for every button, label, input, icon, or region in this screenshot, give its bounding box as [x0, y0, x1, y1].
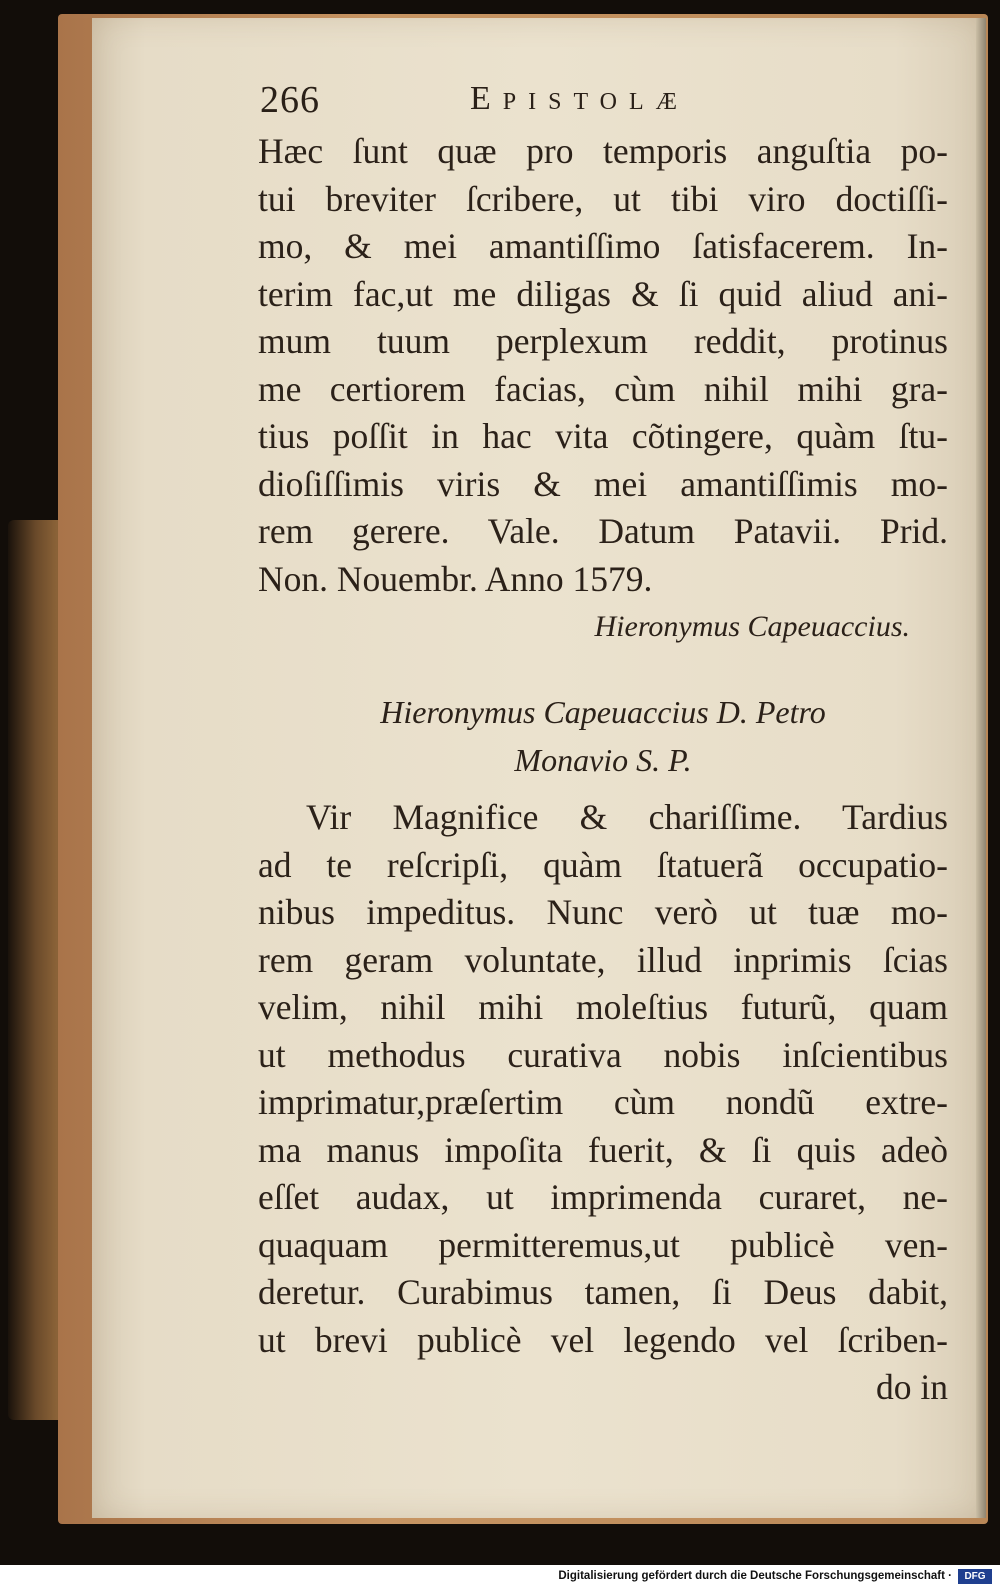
text-line: rem gerere. Vale. Datum Patavii. Prid. [258, 511, 948, 551]
folio-number: 266 [260, 79, 320, 121]
text-line: deretur. Curabimus tamen, ſi Deus dabit, [258, 1272, 948, 1312]
text-line: me certiorem facias, cùm nihil mihi gra- [258, 368, 948, 409]
heading-line: Monavio S. P. [514, 742, 692, 778]
dfg-logo-icon: DFG [958, 1569, 992, 1584]
footer-credit: Digitalisierung gefördert durch die Deutsche Forschungsgemeinschaft · [558, 1570, 952, 1582]
text-line: nibus impeditus. Nunc verò ut tuæ mo- [258, 892, 948, 932]
text-line: Vir Magnifice & chariſſime. Tardius [306, 797, 948, 837]
text-line: rem geram voluntate, illud inprimis ſcias [258, 939, 948, 980]
letter-2-text [258, 794, 948, 1412]
digitization-footer [0, 1565, 1000, 1590]
text-line: tius poſſit in hac vita cõtingere, quàm ſtu- [258, 416, 948, 456]
text-line: ma manus impoſita fuerit, & ſi quis adeò [258, 1129, 948, 1170]
text-line: Hæc ſunt quæ pro temporis anguſtia po- [258, 131, 948, 171]
text-line: quaquam permitteremus,ut publicè ven- [258, 1224, 948, 1265]
page-header [260, 78, 900, 128]
heading-line: Hieronymus Capeuaccius D. Petro [380, 694, 826, 730]
catchword: do in [876, 1367, 948, 1407]
signature: Hieronymus Capeuaccius. [594, 610, 910, 643]
text-line: ut methodus curativa nobis inſcientibus [258, 1034, 948, 1075]
text-line: mum tuum perplexum reddit, protinus [258, 321, 948, 361]
letter-1-text [258, 128, 948, 603]
page-right-edge [976, 18, 986, 1518]
text-line: ad te reſcripſi, quàm ſtatuerã occupatio- [258, 844, 948, 885]
letter-heading [258, 688, 948, 784]
text-line: eſſet audax, ut imprimenda curaret, ne- [258, 1177, 948, 1217]
text-line: mo, & mei amantiſſimo ſatisfacerem. In- [258, 226, 948, 266]
text-line: dioſiſſimis viris & mei amantiſſimis mo- [258, 463, 948, 504]
text-line: ut brevi publicè vel legendo vel ſcriben- [258, 1319, 948, 1360]
text-line: tui breviter ſcribere, ut tibi viro doctiſſi- [258, 178, 948, 219]
text-line: Non. Nouembr. Anno 1579. [258, 558, 653, 599]
text-line: terim fac,ut me diligas & ſi quid aliud ani- [258, 273, 948, 314]
running-title: Epistolæ [470, 80, 690, 117]
text-line: imprimatur,præſertim cùm nondũ extre- [258, 1082, 948, 1122]
text-line: velim, nihil mihi moleſtius futurũ, quam [258, 987, 948, 1027]
